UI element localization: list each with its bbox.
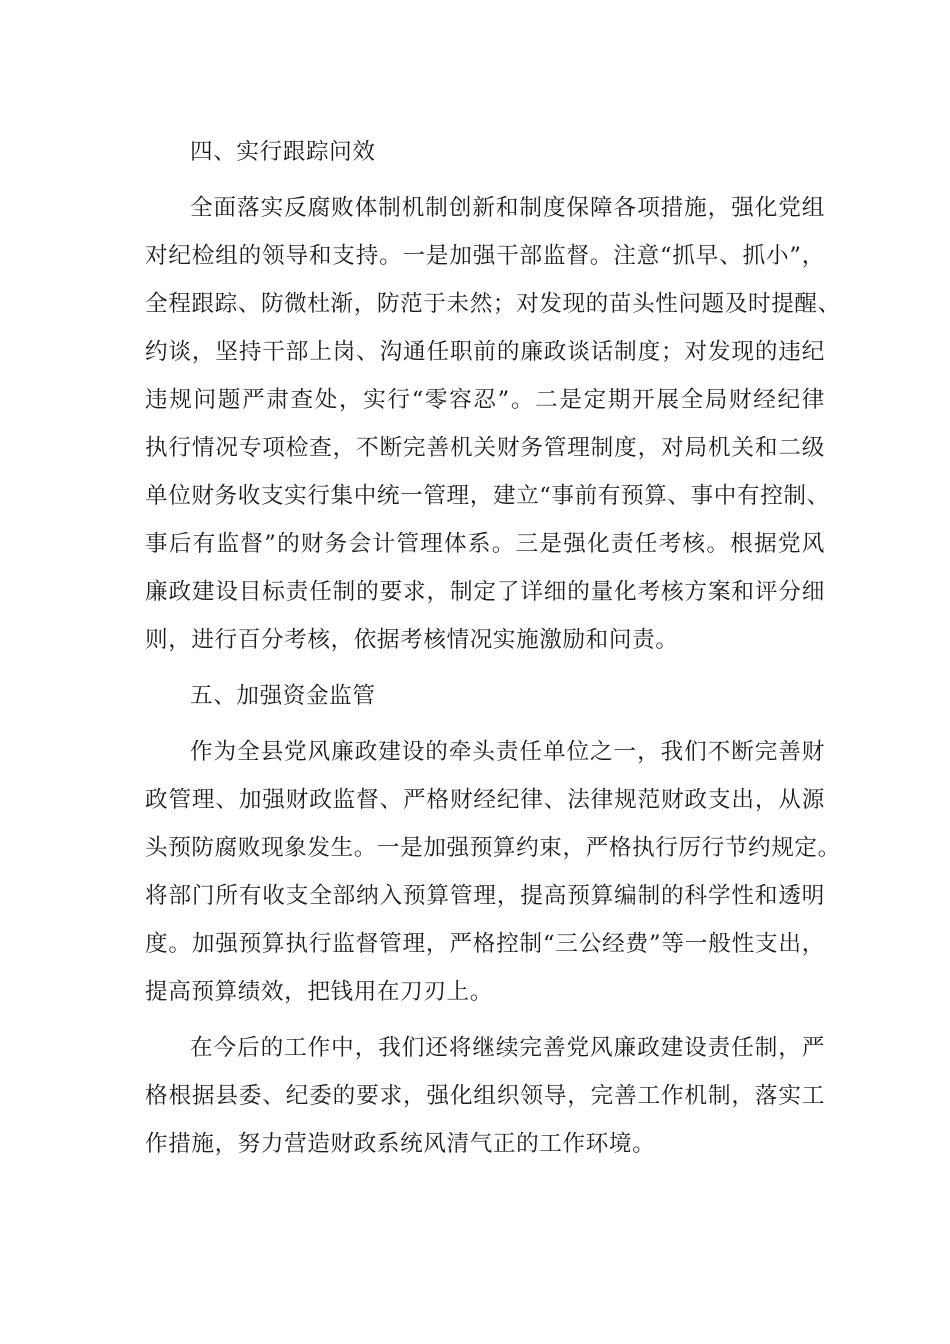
paragraph-line: 全程跟踪、防微杜渐，防范于未然；对发现的苗头性问题及时提醒、 [145, 291, 841, 317]
paragraph-line: 对纪检组的领导和支持。一是加强干部监督。注意“抓早、抓小”， [145, 243, 825, 269]
document-body [145, 128, 841, 1168]
paragraph-line: 头预防腐败现象发生。一是加强预算约束，严格执行厉行节约规定。 [145, 835, 841, 861]
paragraph-line: 政管理、加强财政监督、严格财经纪律、法律规范财政支出，从源 [145, 787, 825, 813]
paragraph-line: 度。加强预算执行监督管理，严格控制“三公经费”等一般性支出， [145, 931, 825, 957]
paragraph-line: 单位财务收支实行集中统一管理，建立“事前有预算、事中有控制、 [145, 483, 830, 509]
paragraph-line: 廉政建设目标责任制的要求，制定了详细的量化考核方案和评分细 [145, 579, 825, 605]
section-paragraph-5 [145, 728, 841, 1016]
paragraph-line: 作措施，努力营造财政系统风清气正的工作环境。 [145, 1131, 656, 1157]
paragraph-line: 执行情况专项检查，不断完善机关财务管理制度，对局机关和二级 [145, 435, 825, 461]
closing-paragraph [145, 1024, 825, 1168]
paragraph-line: 约谈，坚持干部上岗、沟通任职前的廉政谈话制度；对发现的违纪 [145, 339, 825, 365]
paragraph-line: 则，进行百分考核，依据考核情况实施激励和问责。 [145, 627, 679, 653]
paragraph-line: 违规问题严肃查处，实行“零容忍”。二是定期开展全局财经纪律 [145, 387, 825, 413]
paragraph-line: 格根据县委、纪委的要求，强化组织领导，完善工作机制，落实工 [145, 1083, 825, 1109]
paragraph-line: 作为全县党风廉政建设的牵头责任单位之一，我们不断完善财 [190, 739, 825, 765]
paragraph-line: 全面落实反腐败体制机制创新和制度保障各项措施，强化党组 [190, 195, 825, 221]
section-heading-5: 五、加强资金监管 [190, 683, 376, 709]
paragraph-line: 提高预算绩效，把钱用在刀刃上。 [145, 979, 493, 1005]
paragraph-line: 事后有监督”的财务会计管理体系。三是强化责任考核。根据党风 [145, 531, 825, 557]
section-paragraph-4 [145, 184, 841, 664]
paragraph-line: 将部门所有收支全部纳入预算管理，提高预算编制的科学性和透明 [145, 883, 825, 909]
paragraph-line: 在今后的工作中，我们还将继续完善党风廉政建设责任制，严 [190, 1035, 825, 1061]
section-heading-4: 四、实行跟踪问效 [190, 139, 376, 165]
